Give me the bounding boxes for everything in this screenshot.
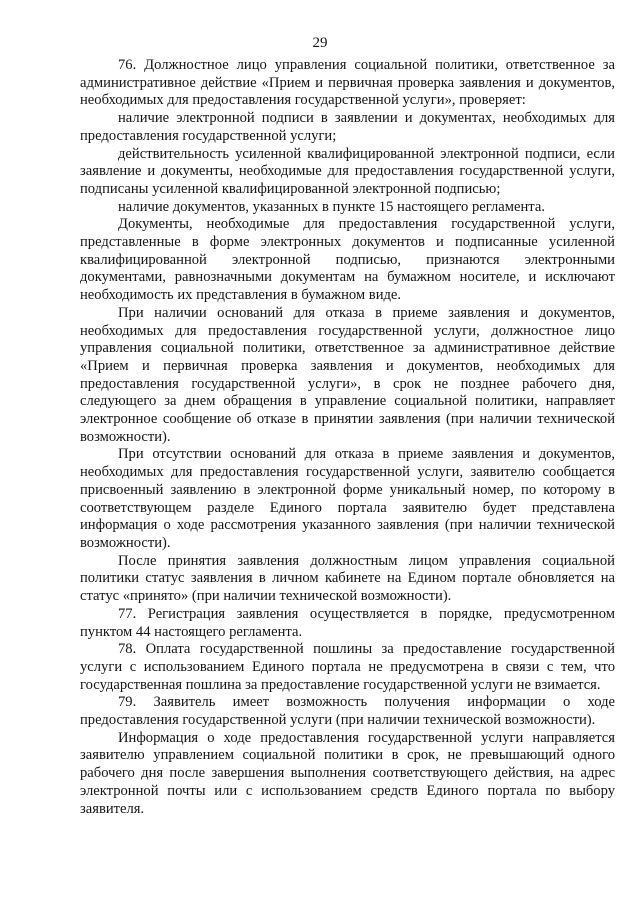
- paragraph-79-progress-info: 79. Заявитель имеет возможность получения информации о ходе предоставления государственной услуги (при наличии технической возможности).: [80, 694, 615, 729]
- paragraph-78-fee: 78. Оплата государственной пошлины за предоставление государственной услуги с использованием Единого портала не предусмотрена в связи с тем, что государственная пошлина за предоставление государственной услуги не взимается.: [80, 641, 615, 693]
- paragraph-check-signature-validity: действительность усиленной квалифицированной электронной подписи, если заявление и документы, необходимые для предоставления государственной услуги, подписаны усиленной квалифицированной электронной подписью;: [80, 145, 615, 197]
- paragraph-77-registration: 77. Регистрация заявления осуществляется в порядке, предусмотренном пунктом 44 настоящего регламента.: [80, 605, 615, 640]
- document-body: [80, 57, 615, 818]
- paragraph-progress-info-delivery: Информация о ходе предоставления государственной услуги направляется заявителю управлением социальной политики в срок, не превышающий одного рабочего дня после завершения выполнения соответствующего действия, на адрес электронной почты или с использованием средств Единого портала по выбору заявителя.: [80, 729, 615, 817]
- paragraph-check-documents: наличие документов, указанных в пункте 15 настоящего регламента.: [118, 198, 545, 215]
- paragraph-electronic-documents: Документы, необходимые для предоставления государственной услуги, представленные в форме электронных документов и подписанные усиленной квалифицированной электронной подписью, признаются электронными документами, равнозначными документам на бумажном носителе, и исключают необходимость их представления в бумажном виде.: [80, 216, 615, 304]
- paragraph-76-intro: 76. Должностное лицо управления социальной политики, ответственное за административное действие «Прием и первичная проверка заявления и документов, необходимых для предоставления государственной услуги», проверяет:: [80, 57, 615, 109]
- paragraph-refusal-grounds: При наличии оснований для отказа в приеме заявления и документов, необходимых для предоставления государственной услуги, должностное лицо управления социальной политики, ответственное за административное действие «Прием и первичная проверка заявления и документов, необходимых для предоставления государственной услуги», в срок не позднее рабочего дня, следующего за днем обращения в управление социальной политики, направляет электронное сообщение об отказе в принятии заявления (при наличии технической возможности).: [80, 304, 615, 445]
- paragraph-check-signature-presence: наличие электронной подписи в заявлении и документах, необходимых для предоставления государственной услуги;: [80, 110, 615, 144]
- paragraph-no-refusal-grounds: При отсутствии оснований для отказа в приеме заявления и документов, необходимых для предоставления государственной услуги, заявителю сообщается присвоенный заявлению в электронной форме уникальный номер, по которому в соответствующем разделе Единого портала заявителю будет представлена информация о ходе рассмотрения указанного заявления (при наличии технической возможности).: [80, 446, 615, 551]
- paragraph-status-accepted: После принятия заявления должностным лицом управления социальной политики статус заявления в личном кабинете на Едином портале обновляется на статус «принято» (при наличии технической возможности).: [80, 552, 615, 605]
- page-number: 29: [312, 35, 328, 51]
